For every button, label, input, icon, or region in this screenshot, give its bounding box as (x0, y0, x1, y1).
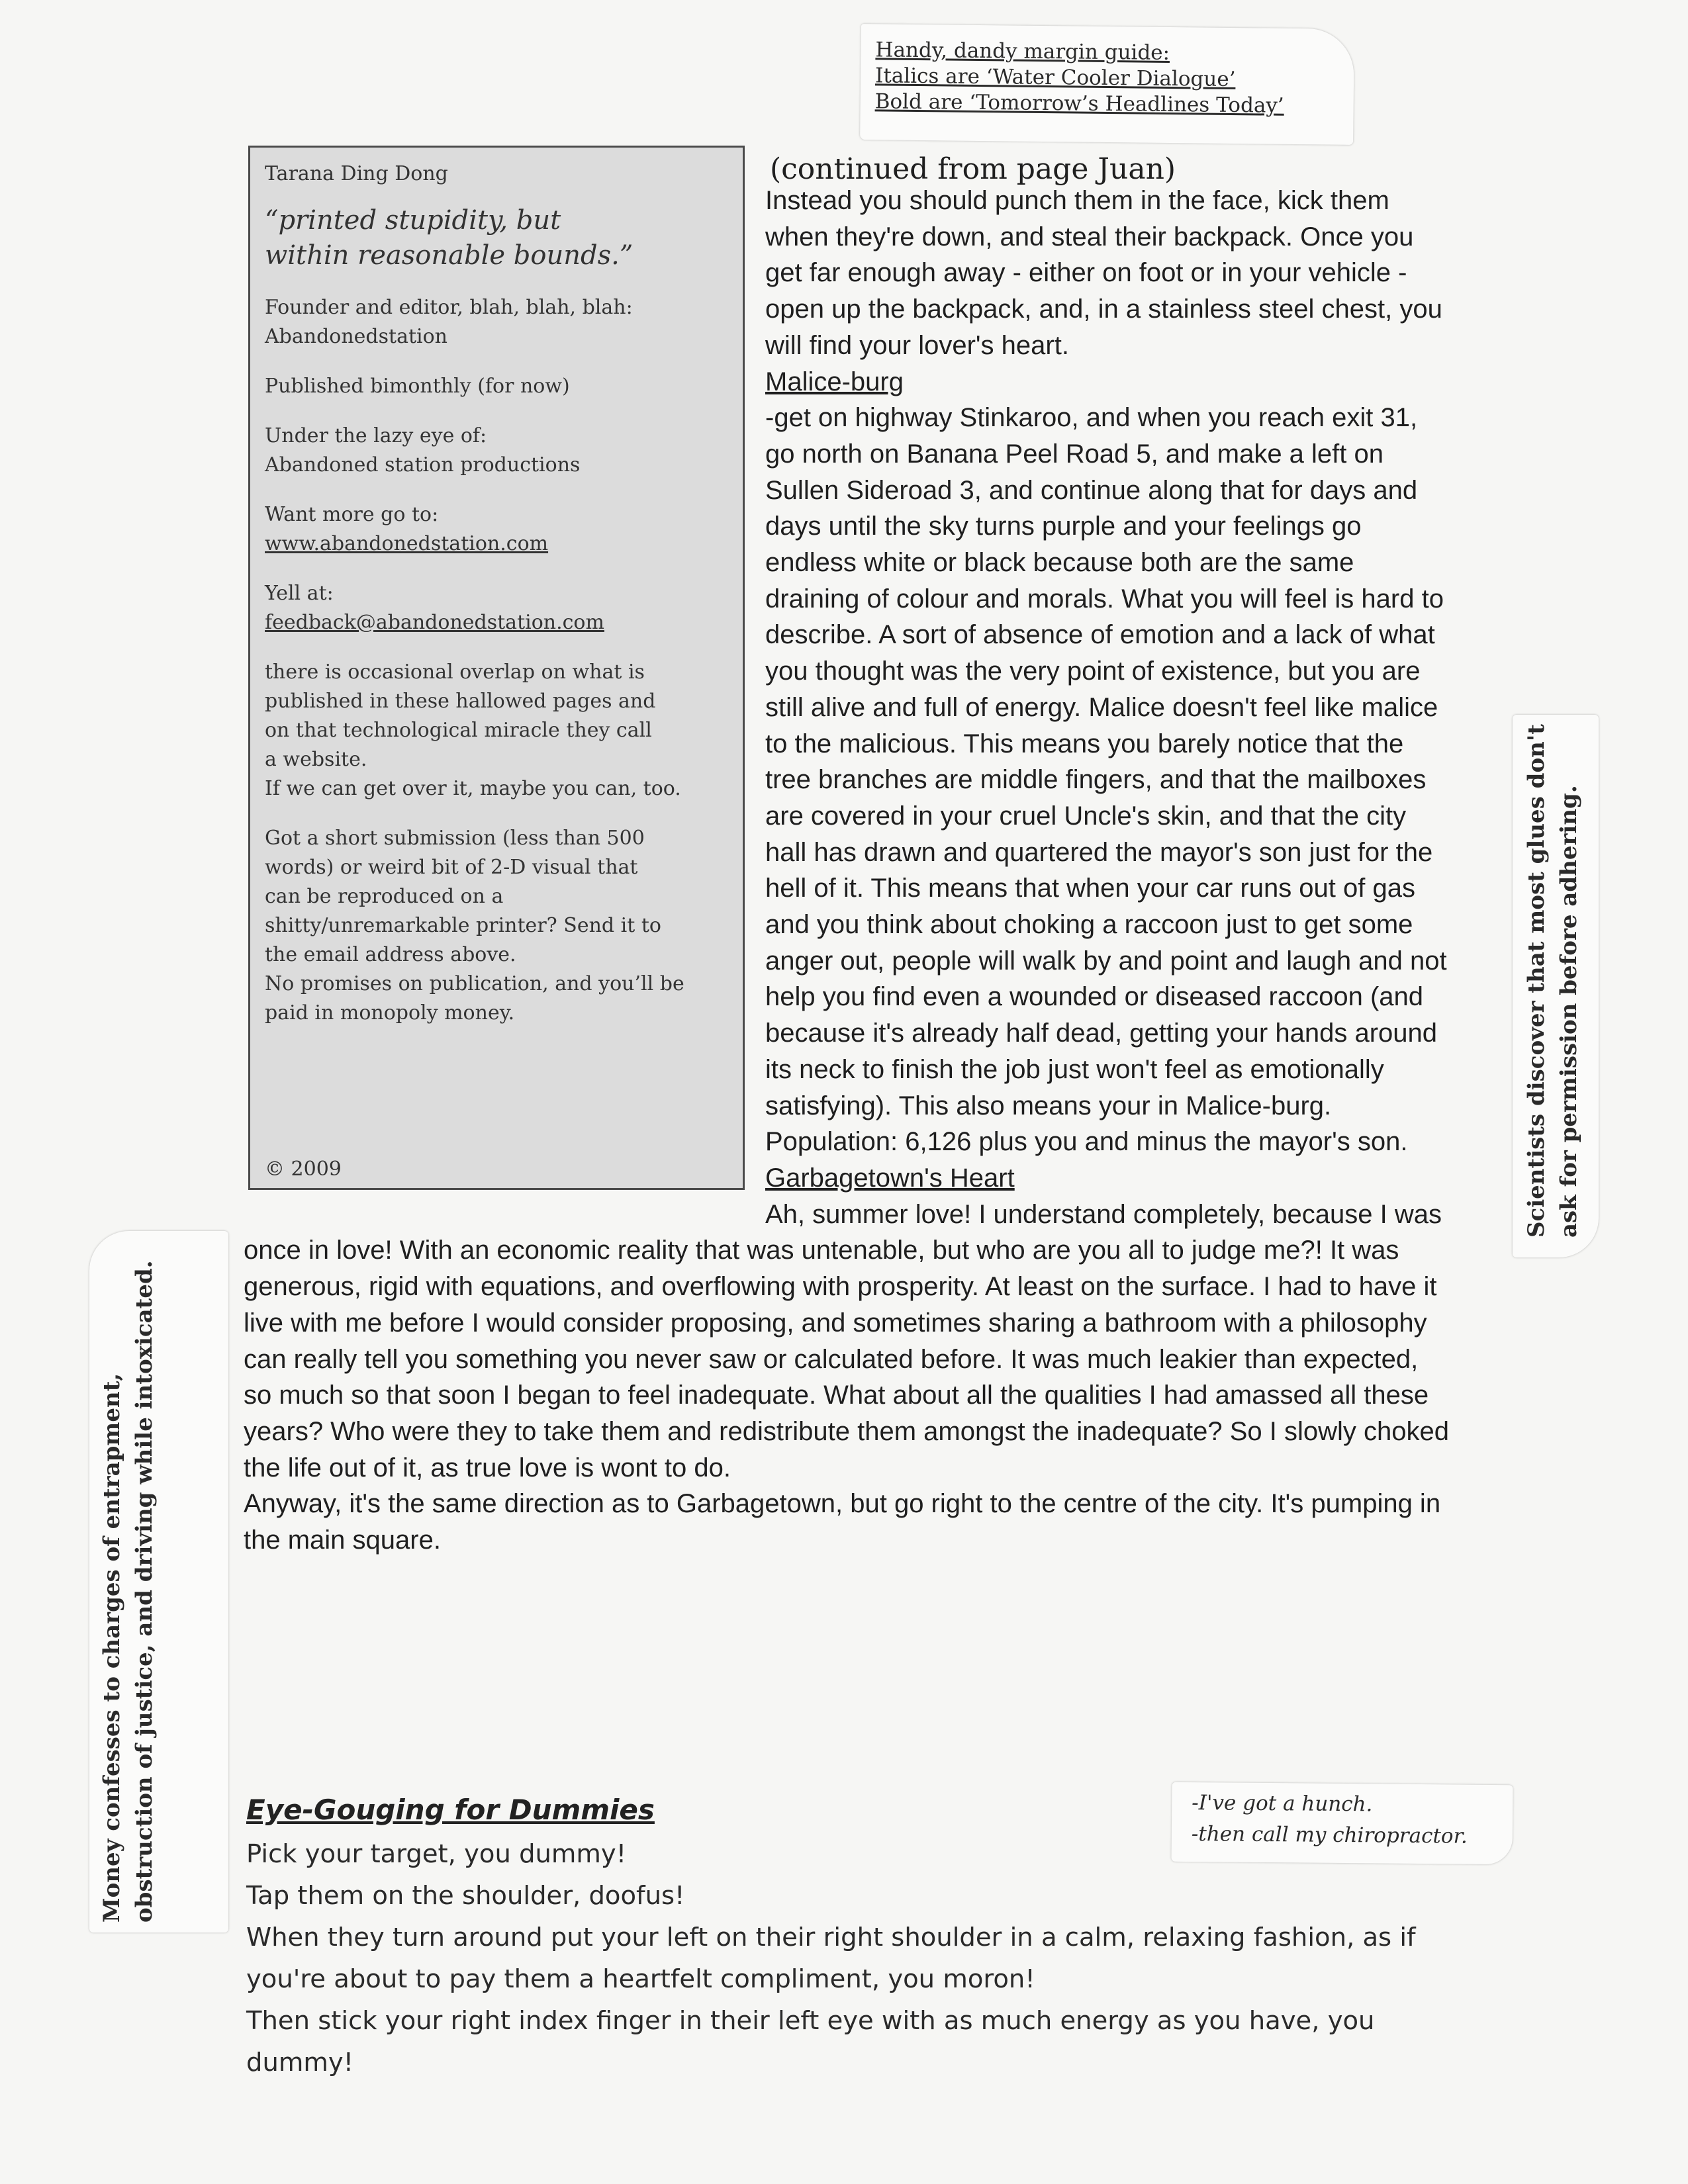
garbagetown-heading: Garbagetown's Heart (765, 1163, 1015, 1193)
masthead-founder: Founder and editor, blah, blah, blah: Abandonedstation (265, 296, 633, 348)
dialogue-line-1: -I've got a hunch. (1192, 1791, 1373, 1817)
article-body (244, 146, 1452, 1559)
margin-guide-clipping (860, 24, 1354, 145)
masthead-lazy-eye: Under the lazy eye of: Abandoned station productions (265, 424, 581, 477)
article-intro: Instead you should punch them in the face, kick them when they're down, and steal their backpack. Once you get far enough away - either on foot or in your vehicle - open up the backpack, and, in a stainless steel chest, you will find your lover's heart. (765, 186, 1442, 360)
dialogue-line-2: -then call my chiropractor. (1191, 1822, 1468, 1848)
margin-guide-line-2: Italics are ‘Water Cooler Dialogue’ (874, 64, 1236, 92)
masthead-overlap: there is occasional overlap on what is published in these hallowed pages and on that technological miracle they call a website. If we can get over it, maybe you can, too. (265, 660, 681, 800)
continued-note: (continued from page Juan) (770, 152, 1176, 186)
margin-guide-line-3: Bold are ‘Tomorrow’s Headlines Today’ (874, 89, 1284, 118)
malice-burg-heading: Malice-burg (765, 367, 904, 396)
garbagetown-text: Ah, summer love! I understand completely, because I was once in love! With an economic reality that was untenable, but who are you all to judge me?! It was generous, rigid with equations, and overflowing with prosperity. At least on the surface. I had to have it live with me before I would consider proposing, and sometimes sharing a bathroom with a philosophy can really tell you something you never saw or calculated before. It was much leakier than expected, so much so that soon I began to feel inadequate. What about all the qualities I had amassed all these years? Who were they to take them and redistribute them amongst the inadequate? So I slowly choked the life out of it, as true love is wont to do. (244, 1199, 1450, 1482)
email-link[interactable]: feedback@abandonedstation.com (265, 611, 604, 634)
headline-right-clipping: Scientists discover that most glues don't ask for permission before adhering. (1513, 715, 1599, 1257)
yell-label: Yell at: (265, 582, 334, 605)
malice-burg-text: -get on highway Stinkaroo, and when you reach exit 31, go north on Banana Peel Road 5, and make a left on Sullen Sideroad 3, and continue along that for days and days until the sky turns purple and your feelings go endless white or black because both are the same draining of colour and morals. What you will feel is hard to describe. A sort of absence of emotion and a lack of what you thought was the very point of existence, but you are still alive and full of energy. Malice doesn't feel like malice to the malicious. This means you barely notice that the tree branches are middle fingers, and that the mailboxes are covered in your cruel Uncle's skin, and that the city hall has drawn and quartered the mayor's son just for the hell of it. This means that when your car runs out of gas and you think about choking a raccoon just to get some anger out, people will walk by and point and laugh and not help you find even a wounded or diseased raccoon (and because it's already half dead, getting your hands around its neck to finish the job just won't feel as emotionally satisfying). This also means your in Malice-burg. Population: 6,126 plus you and minus the mayor's son. (765, 403, 1447, 1157)
eye-gouging-step-4: Then stick your right index finger in their left eye with as much energy as you have, you dummy! (246, 2006, 1375, 2077)
eye-gouging-title: Eye-Gouging for Dummies (246, 1794, 655, 1826)
masthead-submission: Got a short submission (less than 500 words) or weird bit of 2-D visual that can be reproduced on a shitty/unremarkable printer? Send it to the email address above. No promises on publication, and you’ll be paid in monopoly money. (265, 827, 684, 1024)
want-more-label: Want more go to: (265, 503, 439, 526)
eye-gouging-step-1: Pick your target, you dummy! (246, 1839, 627, 1869)
masthead-tagline: “printed stupidity, but within reasonable bounds.” (265, 205, 633, 271)
website-link[interactable]: www.abandonedstation.com (265, 532, 549, 555)
eye-gouging-step-2: Tap them on the shoulder, doofus! (246, 1881, 685, 1911)
eye-gouging-step-3: When they turn around put your left on their right shoulder in a calm, relaxing fashion, as if you're about to pay them a heartfelt compliment, you moron! (246, 1923, 1416, 1994)
garbagetown-text-2: Anyway, it's the same direction as to Garbagetown, but go right to the centre of the city. It's pumping in the main square. (244, 1489, 1441, 1555)
headline-left-clipping: Money confesses to charges of entrapment, obstruction of justice, and driving while intoxicated. (89, 1231, 228, 1933)
margin-guide-line-1: Handy, dandy margin guide: (875, 38, 1170, 65)
masthead-published: Published bimonthly (for now) (265, 375, 570, 398)
eye-gouging-body (246, 1833, 1454, 2083)
masthead-copyright: © 2009 (265, 1158, 342, 1181)
masthead-title: Tarana Ding Dong (265, 162, 448, 185)
